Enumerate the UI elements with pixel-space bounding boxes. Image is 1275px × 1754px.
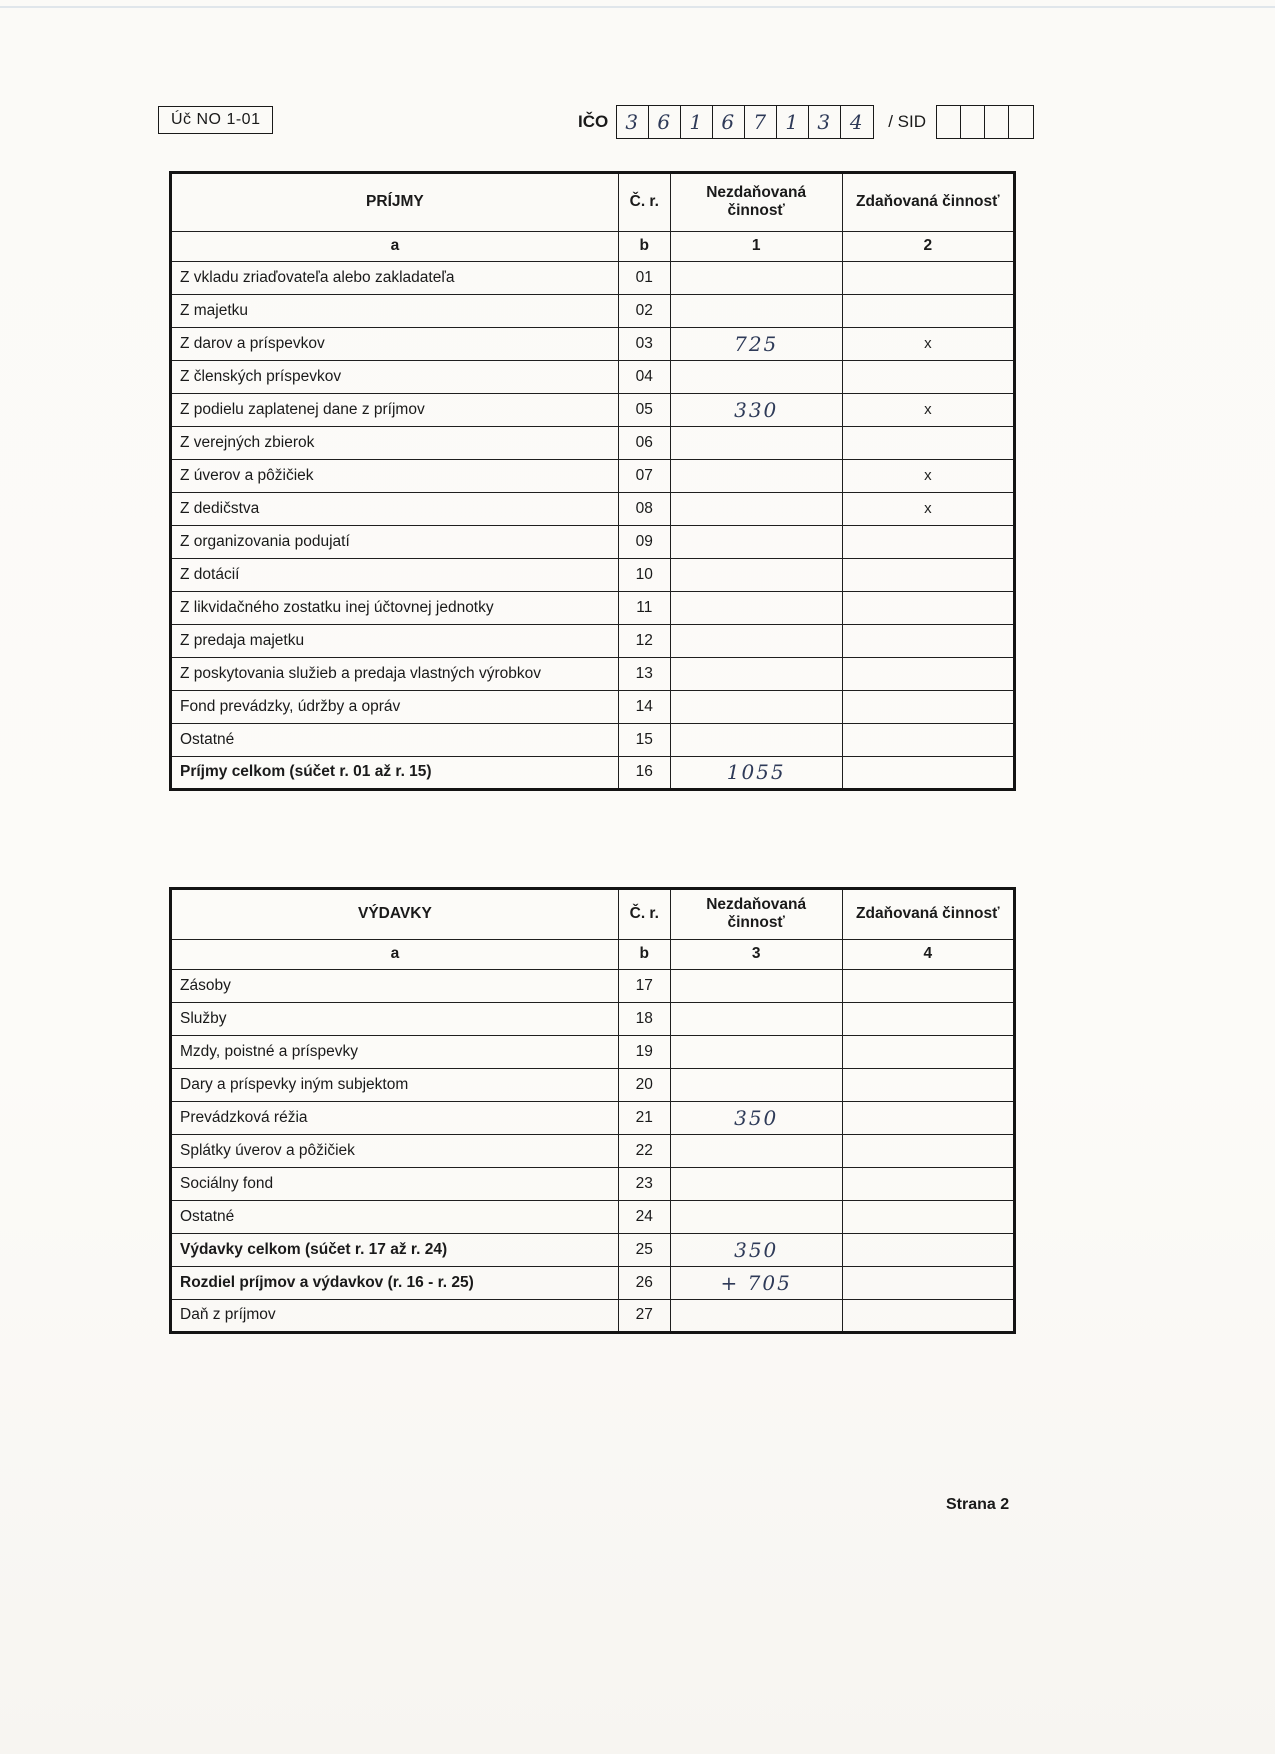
subheader-a: a xyxy=(171,231,618,261)
value-taxed xyxy=(842,1068,1014,1101)
ico-digit: 6 xyxy=(713,106,745,138)
table-row xyxy=(171,360,1014,393)
row-number: 18 xyxy=(618,1002,670,1035)
row-number: 13 xyxy=(618,657,670,690)
col-header-taxed: Zdaňovaná činnosť xyxy=(842,173,1014,231)
subheader-b: b xyxy=(618,231,670,261)
income-table-header xyxy=(171,173,1014,231)
scan-edge-line xyxy=(0,6,1275,8)
value-taxed xyxy=(842,690,1014,723)
value-nontaxed xyxy=(670,1035,842,1068)
table-row xyxy=(171,492,1014,525)
row-number: 25 xyxy=(618,1233,670,1266)
value-nontaxed xyxy=(670,360,842,393)
row-number: 07 xyxy=(618,459,670,492)
row-number: 24 xyxy=(618,1200,670,1233)
value-nontaxed xyxy=(670,558,842,591)
income-table xyxy=(170,172,1015,790)
value-nontaxed xyxy=(670,1299,842,1332)
sid-cell xyxy=(937,106,961,138)
value-nontaxed xyxy=(670,459,842,492)
subheader-2: 2 xyxy=(842,231,1014,261)
subheader-b: b xyxy=(618,939,670,969)
table-row xyxy=(171,1068,1014,1101)
value-nontaxed xyxy=(670,525,842,558)
value-taxed: x xyxy=(842,327,1014,360)
table-row xyxy=(171,969,1014,1002)
ico-digit: 3 xyxy=(617,106,649,138)
row-label: Ostatné xyxy=(171,723,618,756)
row-number: 01 xyxy=(618,261,670,294)
row-label: Z organizovania podujatí xyxy=(171,525,618,558)
row-label: Z vkladu zriaďovateľa alebo zakladateľa xyxy=(171,261,618,294)
row-label: Z dedičstva xyxy=(171,492,618,525)
sid-cell xyxy=(985,106,1009,138)
table-row xyxy=(171,558,1014,591)
row-label: Z úverov a pôžičiek xyxy=(171,459,618,492)
value-taxed xyxy=(842,1035,1014,1068)
row-label: Mzdy, poistné a príspevky xyxy=(171,1035,618,1068)
table-row xyxy=(171,690,1014,723)
ico-label: IČO xyxy=(578,112,609,131)
value-taxed xyxy=(842,1002,1014,1035)
total-row xyxy=(171,756,1014,789)
col-header-taxed: Zdaňovaná činnosť xyxy=(842,889,1014,939)
value-nontaxed xyxy=(670,1134,842,1167)
ico-digit: 7 xyxy=(745,106,777,138)
value-nontaxed: 350 xyxy=(670,1101,842,1134)
value-taxed xyxy=(842,525,1014,558)
table-row xyxy=(171,1101,1014,1134)
total-row xyxy=(171,1233,1014,1266)
row-number: 22 xyxy=(618,1134,670,1167)
value-nontaxed xyxy=(670,1167,842,1200)
table-row xyxy=(171,459,1014,492)
row-label: Zásoby xyxy=(171,969,618,1002)
value-nontaxed xyxy=(670,969,842,1002)
value-taxed xyxy=(842,558,1014,591)
row-number: 14 xyxy=(618,690,670,723)
value-taxed xyxy=(842,591,1014,624)
row-label: Príjmy celkom (súčet r. 01 až r. 15) xyxy=(171,756,618,789)
sid-cell xyxy=(1009,106,1033,138)
row-label: Z podielu zaplatenej dane z príjmov xyxy=(171,393,618,426)
row-number: 05 xyxy=(618,393,670,426)
value-nontaxed xyxy=(670,294,842,327)
value-nontaxed: 1055 xyxy=(670,756,842,789)
value-taxed xyxy=(842,426,1014,459)
row-number: 20 xyxy=(618,1068,670,1101)
value-taxed xyxy=(842,360,1014,393)
value-taxed xyxy=(842,1101,1014,1134)
table-row xyxy=(171,1299,1014,1332)
form-code-box xyxy=(158,106,273,134)
value-taxed: x xyxy=(842,459,1014,492)
row-number: 23 xyxy=(618,1167,670,1200)
value-taxed xyxy=(842,261,1014,294)
table-row xyxy=(171,327,1014,360)
row-label: Služby xyxy=(171,1002,618,1035)
value-nontaxed: + 705 xyxy=(670,1266,842,1299)
row-number: 19 xyxy=(618,1035,670,1068)
value-nontaxed xyxy=(670,492,842,525)
row-label: Z verejných zbierok xyxy=(171,426,618,459)
value-taxed xyxy=(842,1200,1014,1233)
income-table-title: PRÍJMY xyxy=(171,173,618,231)
row-label: Z likvidačného zostatku inej účtovnej jednotky xyxy=(171,591,618,624)
row-number: 21 xyxy=(618,1101,670,1134)
subheader-3: 3 xyxy=(670,939,842,969)
ico-digit: 3 xyxy=(809,106,841,138)
value-taxed xyxy=(842,1266,1014,1299)
table-row xyxy=(171,525,1014,558)
col-header-nontaxed: Nezdaňovaná činnosť xyxy=(670,889,842,939)
col-header-row-number: Č. r. xyxy=(618,173,670,231)
value-taxed xyxy=(842,1299,1014,1332)
row-label: Z majetku xyxy=(171,294,618,327)
table-row xyxy=(171,723,1014,756)
row-number: 10 xyxy=(618,558,670,591)
ico-row xyxy=(578,104,1034,140)
table-row xyxy=(171,1134,1014,1167)
row-label: Prevádzková réžia xyxy=(171,1101,618,1134)
value-nontaxed xyxy=(670,1002,842,1035)
value-taxed xyxy=(842,294,1014,327)
value-nontaxed xyxy=(670,624,842,657)
value-taxed xyxy=(842,1233,1014,1266)
row-number: 09 xyxy=(618,525,670,558)
row-number: 27 xyxy=(618,1299,670,1332)
row-label: Z darov a príspevkov xyxy=(171,327,618,360)
sid-cell xyxy=(961,106,985,138)
value-taxed xyxy=(842,1134,1014,1167)
value-nontaxed xyxy=(670,1200,842,1233)
value-taxed xyxy=(842,657,1014,690)
row-number: 04 xyxy=(618,360,670,393)
row-label: Ostatné xyxy=(171,1200,618,1233)
value-taxed xyxy=(842,969,1014,1002)
ico-digit: 4 xyxy=(849,110,865,134)
row-label: Splátky úverov a pôžičiek xyxy=(171,1134,618,1167)
row-label: Daň z príjmov xyxy=(171,1299,618,1332)
value-nontaxed xyxy=(670,261,842,294)
row-number: 12 xyxy=(618,624,670,657)
value-nontaxed xyxy=(670,723,842,756)
row-number: 26 xyxy=(618,1266,670,1299)
total-row xyxy=(171,1266,1014,1299)
table-row xyxy=(171,657,1014,690)
value-nontaxed xyxy=(670,657,842,690)
row-number: 16 xyxy=(618,756,670,789)
row-label: Dary a príspevky iným subjektom xyxy=(171,1068,618,1101)
value-taxed: x xyxy=(842,393,1014,426)
table-row xyxy=(171,426,1014,459)
row-label: Výdavky celkom (súčet r. 17 až r. 24) xyxy=(171,1233,618,1266)
sid-boxes xyxy=(936,105,1034,139)
table-row xyxy=(171,1035,1014,1068)
row-number: 03 xyxy=(618,327,670,360)
col-header-row-number: Č. r. xyxy=(618,889,670,939)
ico-digit: 1 xyxy=(681,106,713,138)
row-label: Z predaja majetku xyxy=(171,624,618,657)
page-number: Strana 2 xyxy=(946,1496,1010,1513)
subheader-1: 1 xyxy=(670,231,842,261)
row-label: Z členských príspevkov xyxy=(171,360,618,393)
form-code: Úč NO 1-01 xyxy=(171,111,261,128)
table-row xyxy=(171,591,1014,624)
value-taxed xyxy=(842,723,1014,756)
value-taxed xyxy=(842,624,1014,657)
table-row xyxy=(171,1200,1014,1233)
row-number: 15 xyxy=(618,723,670,756)
row-number: 08 xyxy=(618,492,670,525)
value-nontaxed xyxy=(670,426,842,459)
row-label: Rozdiel príjmov a výdavkov (r. 16 - r. 25) xyxy=(171,1266,618,1299)
value-nontaxed: 725 xyxy=(670,327,842,360)
row-number: 17 xyxy=(618,969,670,1002)
table-row xyxy=(171,1002,1014,1035)
expense-table xyxy=(170,888,1015,1333)
expense-table-subheader xyxy=(171,939,1014,969)
subheader-4: 4 xyxy=(842,939,1014,969)
value-nontaxed: 350 xyxy=(670,1233,842,1266)
expense-table-title: VÝDAVKY xyxy=(171,889,618,939)
value-nontaxed xyxy=(670,1068,842,1101)
value-nontaxed: 330 xyxy=(670,393,842,426)
ico-digit: 1 xyxy=(777,106,809,138)
value-taxed: x xyxy=(842,492,1014,525)
row-number: 11 xyxy=(618,591,670,624)
table-row xyxy=(171,261,1014,294)
table-row xyxy=(171,294,1014,327)
value-nontaxed xyxy=(670,591,842,624)
table-row xyxy=(171,393,1014,426)
col-header-nontaxed: Nezdaňovaná činnosť xyxy=(670,173,842,231)
subheader-a: a xyxy=(171,939,618,969)
row-label: Sociálny fond xyxy=(171,1167,618,1200)
table-row xyxy=(171,624,1014,657)
value-taxed xyxy=(842,1167,1014,1200)
expense-table-header xyxy=(171,889,1014,939)
row-label: Z poskytovania služieb a predaja vlastných výrobkov xyxy=(171,657,618,690)
row-number: 06 xyxy=(618,426,670,459)
ico-digit: 6 xyxy=(649,106,681,138)
sid-label: / SID xyxy=(888,112,927,131)
income-table-subheader xyxy=(171,231,1014,261)
row-label: Fond prevádzky, údržby a opráv xyxy=(171,690,618,723)
value-nontaxed xyxy=(670,690,842,723)
row-number: 02 xyxy=(618,294,670,327)
table-row xyxy=(171,1167,1014,1200)
ico-digit-boxes xyxy=(616,105,874,139)
row-label: Z dotácií xyxy=(171,558,618,591)
value-taxed xyxy=(842,756,1014,789)
